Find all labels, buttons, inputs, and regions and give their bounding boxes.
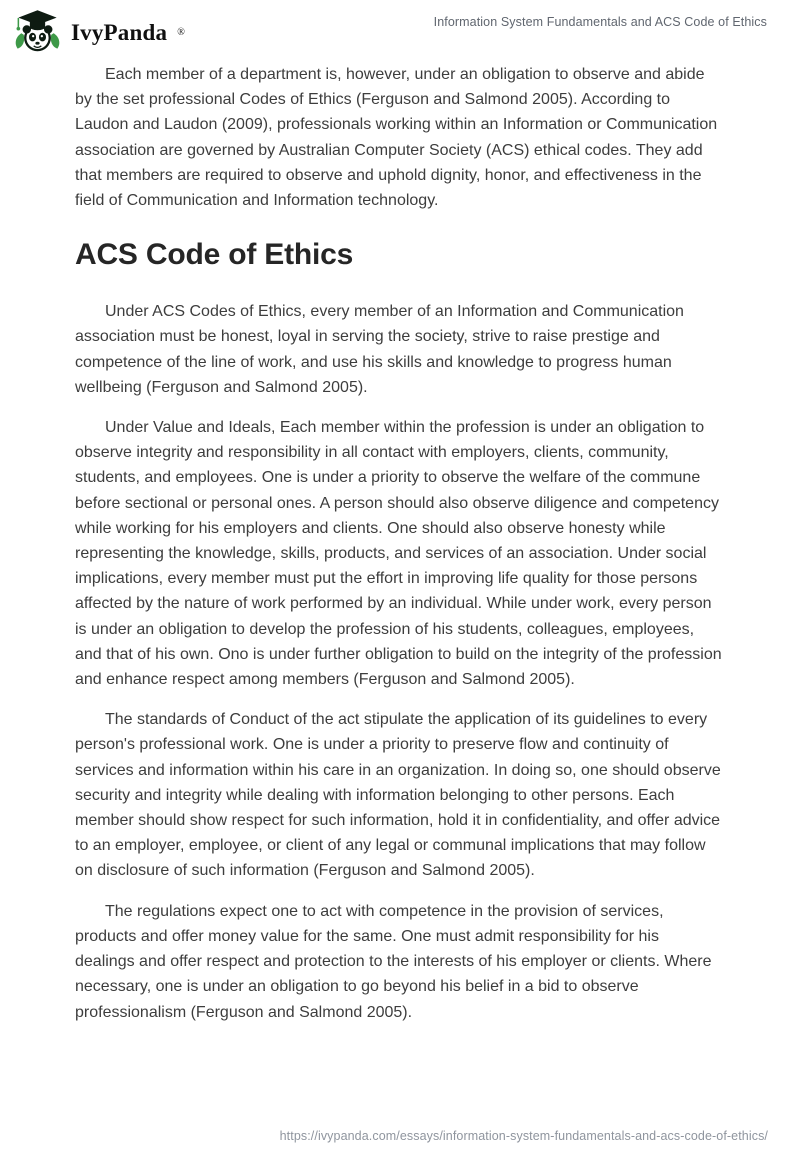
brand-name: IvyPanda xyxy=(71,19,168,45)
paragraph: Under Value and Ideals, Each member within the profession is under an obligation to observe integrity and responsibility in all contact with employers, clients, community, students, and employees. One is under a priority to observe the welfare of the commune before sectional or personal ones. A person should also observe diligence and competency while working for his employers and clients. One should also observe honesty while representing the knowledge, skills, products, and services of an association. Under social implications, every member must put the effort in improving life quality for those persons affected by the nature of work performed by an individual. While under work, every person is under an obligation to develop the profession of his students, colleagues, employees, and that of his own. Ono is under further obligation to build on the integrity of the profession and enhance respect among members (Ferguson and Salmond 2005). xyxy=(75,419,722,689)
paragraph: The standards of Conduct of the act stipulate the application of its guidelines to every person's professional work. One is under a priority to preserve flow and continuity of services and information within his care in an organization. In doing so, one should observe security and integrity while dealing with information belonging to other persons. Each member should show respect for such information, hold it in confidentiality, and offer advice to an employer, employee, or client of any legal or communal implications that may follow on disclosure of such information (Ferguson and Salmond 2005). xyxy=(75,711,721,880)
essay-body xyxy=(75,62,722,1040)
ivypanda-graduate-panda-icon xyxy=(13,8,62,57)
page-header xyxy=(0,0,800,64)
brand xyxy=(13,8,185,57)
document-title: Information System Fundamentals and ACS Code of Ethics xyxy=(433,15,767,29)
source-url: https://ivypanda.com/essays/information-system-fundamentals-and-acs-code-of-ethics/ xyxy=(279,1129,768,1143)
paragraph: The regulations expect one to act with competence in the provision of services, products and offer money value for the same. One must admit responsibility for his dealings and offer respect and protection to the interests of his employer or clients. Where necessary, one is under an obligation to go beyond his belief in a bid to observe professionalism (Ferguson and Salmond 2005). xyxy=(75,902,712,1021)
registered-mark: ® xyxy=(177,27,185,38)
paragraph: Under ACS Codes of Ethics, every member of an Information and Communication association must be honest, loyal in serving the society, strive to raise prestige and competence of the line of work, and use his skills and knowledge to progress human wellbeing (Ferguson and Salmond 2005). xyxy=(75,303,684,396)
paragraph-intro: Each member of a department is, however, under an obligation to observe and abide by the set professional Codes of Ethics (Ferguson and Salmond 2005). According to Laudon and Laudon (2009), professionals working within an Information or Communication association are governed by Australian Computer Society (ACS) ethical codes. They add that members are required to observe and uphold dignity, honor, and effectiveness in the field of Communication and Information technology. xyxy=(75,66,718,210)
section-heading: ACS Code of Ethics xyxy=(75,238,354,272)
